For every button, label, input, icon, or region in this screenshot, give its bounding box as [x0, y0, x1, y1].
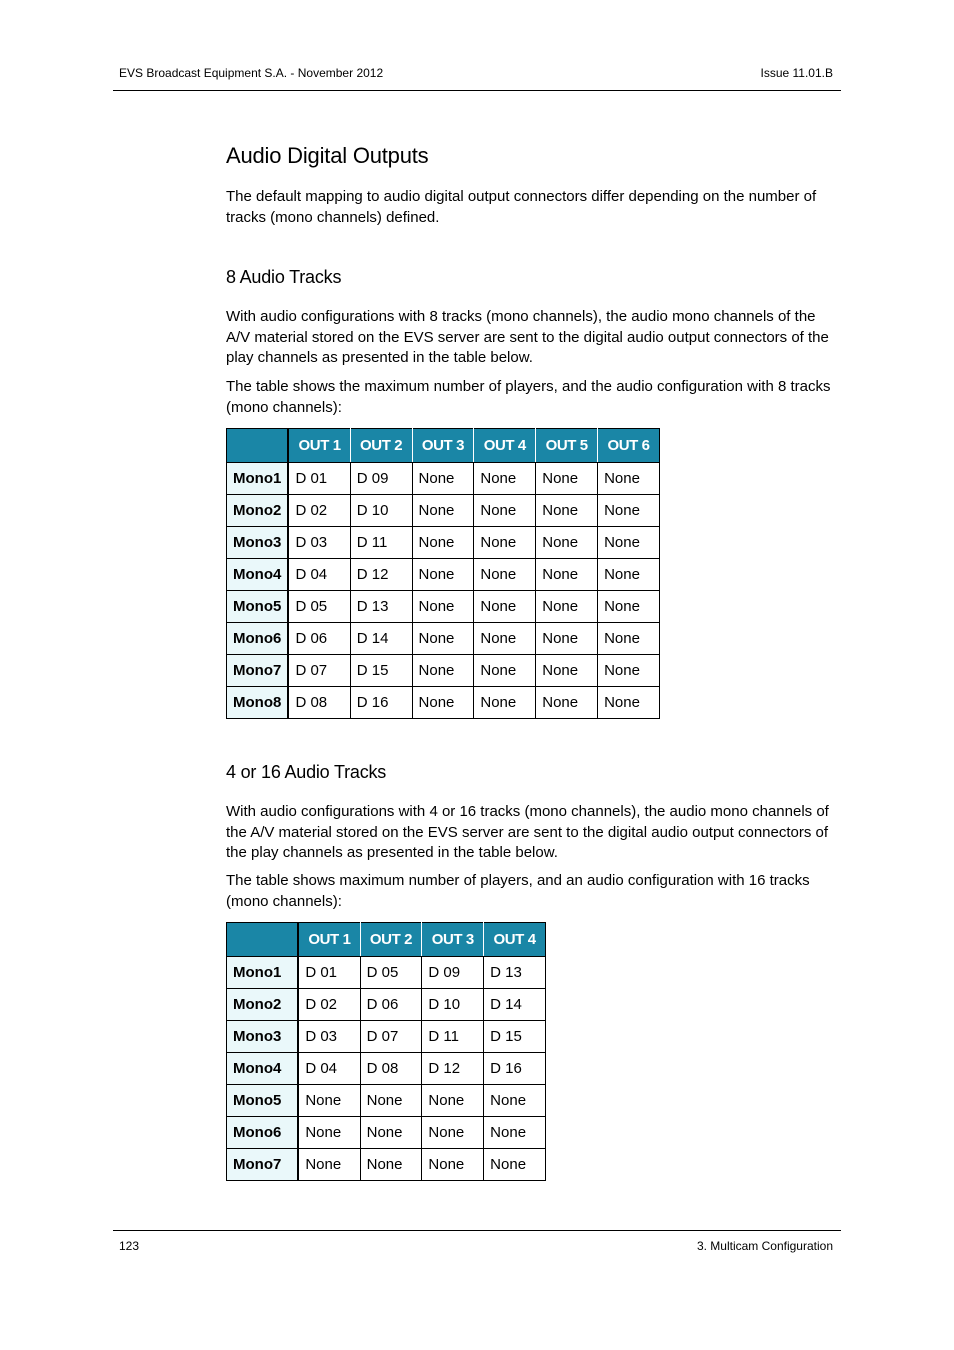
table-cell: D 04 — [288, 559, 350, 591]
table-row — [227, 957, 546, 989]
table-cell: None — [298, 1117, 360, 1149]
table-cell: D 15 — [350, 655, 412, 687]
table-cell: D 05 — [288, 591, 350, 623]
table-cell: None — [474, 527, 536, 559]
footer-chapter: 3. Multicam Configuration — [696, 1239, 833, 1253]
row-header-cell: Mono3 — [227, 527, 289, 559]
header-publisher: EVS Broadcast Equipment S.A. - November 2012 — [119, 66, 384, 80]
intro-paragraph: The default mapping to audio digital output connectors differ depending on the number of tracks (mono channels) defined. — [226, 188, 817, 226]
table-cell: None — [474, 463, 536, 495]
column-header: OUT 1 — [298, 923, 360, 957]
table-cell: D 12 — [350, 559, 412, 591]
table-cell: D 09 — [422, 957, 484, 989]
column-header: OUT 6 — [598, 429, 660, 463]
table-cell: None — [412, 687, 474, 719]
table-cell: None — [474, 655, 536, 687]
header-issue: Issue 11.01.B — [760, 66, 833, 80]
table-cell: None — [536, 655, 598, 687]
table-cell: None — [598, 655, 660, 687]
row-header-cell: Mono6 — [227, 623, 289, 655]
row-header-cell: Mono4 — [227, 1053, 299, 1085]
row-header-cell: Mono4 — [227, 559, 289, 591]
table-cell: None — [474, 623, 536, 655]
column-header: OUT 2 — [360, 923, 422, 957]
row-header-cell: Mono3 — [227, 1021, 299, 1053]
table-cell: D 05 — [360, 957, 422, 989]
table-cell: D 01 — [288, 463, 350, 495]
table-cell: None — [474, 687, 536, 719]
column-header: OUT 3 — [422, 923, 484, 957]
table-row — [227, 591, 660, 623]
mapping-table-16-tracks — [226, 922, 546, 1181]
table-cell: None — [536, 687, 598, 719]
table-row — [227, 527, 660, 559]
table-cell: None — [412, 463, 474, 495]
table-cell: None — [536, 463, 598, 495]
table-cell: None — [360, 1117, 422, 1149]
table-cell: None — [412, 527, 474, 559]
page-header — [113, 66, 841, 91]
row-header-cell: Mono7 — [227, 1149, 299, 1181]
table-cell: None — [598, 623, 660, 655]
table-cell: None — [422, 1117, 484, 1149]
table-cell: None — [536, 591, 598, 623]
table-header-row — [227, 923, 546, 957]
table-row — [227, 1085, 546, 1117]
table-cell: D 16 — [484, 1053, 546, 1085]
column-header: OUT 2 — [350, 429, 412, 463]
table-cell: D 10 — [350, 495, 412, 527]
table-cell: None — [598, 463, 660, 495]
table-cell: None — [484, 1117, 546, 1149]
table-cell: None — [412, 495, 474, 527]
table-cell: D 13 — [484, 957, 546, 989]
table-row — [227, 1021, 546, 1053]
section-16-tracks-paragraph-1: With audio configurations with 4 or 16 tracks (mono channels), the audio mono channels of the A/V material stored on the EVS server are sent to the digital audio output connectors of the play channels as presented in the table below. — [226, 803, 829, 862]
table-cell: None — [536, 527, 598, 559]
table-cell: D 03 — [288, 527, 350, 559]
table-cell: D 06 — [360, 989, 422, 1021]
table-cell: None — [298, 1149, 360, 1181]
table-cell: None — [360, 1149, 422, 1181]
row-header-cell: Mono7 — [227, 655, 289, 687]
section-16-tracks-heading: 4 or 16 Audio Tracks — [226, 762, 387, 782]
table-cell: None — [598, 527, 660, 559]
row-header-cell: Mono5 — [227, 1085, 299, 1117]
table-row — [227, 655, 660, 687]
table-cell: None — [598, 687, 660, 719]
table-cell: None — [598, 559, 660, 591]
column-header: OUT 4 — [474, 429, 536, 463]
table-row — [227, 559, 660, 591]
table-cell: None — [536, 623, 598, 655]
table-row — [227, 989, 546, 1021]
table-cell: None — [298, 1085, 360, 1117]
table-cell: D 11 — [350, 527, 412, 559]
table-cell: None — [536, 559, 598, 591]
table-cell: D 15 — [484, 1021, 546, 1053]
table-header-row — [227, 429, 660, 463]
table-cell: D 08 — [288, 687, 350, 719]
table-cell: D 04 — [298, 1053, 360, 1085]
column-header: OUT 3 — [412, 429, 474, 463]
table-cell: D 11 — [422, 1021, 484, 1053]
mapping-table-8-tracks — [226, 428, 660, 719]
section-8-tracks-paragraph-2: The table shows the maximum number of players, and the audio configuration with 8 tracks (mono channels): — [226, 378, 831, 416]
table-cell: None — [484, 1085, 546, 1117]
table-cell: D 12 — [422, 1053, 484, 1085]
row-header-cell: Mono1 — [227, 463, 289, 495]
table-corner-cell — [227, 429, 289, 463]
table-cell: D 14 — [350, 623, 412, 655]
table-cell: D 07 — [288, 655, 350, 687]
table-cell: D 13 — [350, 591, 412, 623]
row-header-cell: Mono5 — [227, 591, 289, 623]
column-header: OUT 1 — [288, 429, 350, 463]
table-cell: None — [360, 1085, 422, 1117]
table-cell: D 08 — [360, 1053, 422, 1085]
table-cell: D 07 — [360, 1021, 422, 1053]
row-header-cell: Mono8 — [227, 687, 289, 719]
row-header-cell: Mono2 — [227, 989, 299, 1021]
section-8-tracks-heading: 8 Audio Tracks — [226, 267, 342, 287]
row-header-cell: Mono1 — [227, 957, 299, 989]
section-8-tracks-paragraph-1: With audio configurations with 8 tracks (mono channels), the audio mono channels of the A/V material stored on the EVS server are sent to the digital audio output connectors of the play channels as presented in the table below. — [226, 308, 829, 367]
table-row — [227, 1117, 546, 1149]
table-cell: D 06 — [288, 623, 350, 655]
table-cell: None — [422, 1085, 484, 1117]
table-cell: None — [484, 1149, 546, 1181]
table-cell: None — [422, 1149, 484, 1181]
table-cell: D 03 — [298, 1021, 360, 1053]
table-cell: None — [536, 495, 598, 527]
column-header: OUT 5 — [536, 429, 598, 463]
row-header-cell: Mono2 — [227, 495, 289, 527]
table-cell: D 01 — [298, 957, 360, 989]
page-title: Audio Digital Outputs — [226, 143, 429, 168]
table-cell: D 16 — [350, 687, 412, 719]
table-cell: None — [598, 591, 660, 623]
table-cell: None — [412, 623, 474, 655]
table-cell: None — [412, 655, 474, 687]
table-cell: D 02 — [298, 989, 360, 1021]
table-row — [227, 463, 660, 495]
row-header-cell: Mono6 — [227, 1117, 299, 1149]
table-cell: None — [412, 591, 474, 623]
table-cell: None — [474, 495, 536, 527]
table-cell: None — [598, 495, 660, 527]
table-cell: D 09 — [350, 463, 412, 495]
page-footer — [113, 1230, 841, 1253]
section-16-tracks-paragraph-2: The table shows maximum number of players, and an audio configuration with 16 tracks (mono channels): — [226, 872, 810, 910]
table-cell: None — [412, 559, 474, 591]
table-row — [227, 1149, 546, 1181]
table-cell: D 02 — [288, 495, 350, 527]
table-cell: None — [474, 591, 536, 623]
table-cell: D 10 — [422, 989, 484, 1021]
footer-page-number: 123 — [119, 1239, 140, 1253]
column-header: OUT 4 — [484, 923, 546, 957]
table-row — [227, 623, 660, 655]
table-cell: D 14 — [484, 989, 546, 1021]
table-corner-cell — [227, 923, 299, 957]
table-row — [227, 495, 660, 527]
table-row — [227, 1053, 546, 1085]
table-row — [227, 687, 660, 719]
table-cell: None — [474, 559, 536, 591]
